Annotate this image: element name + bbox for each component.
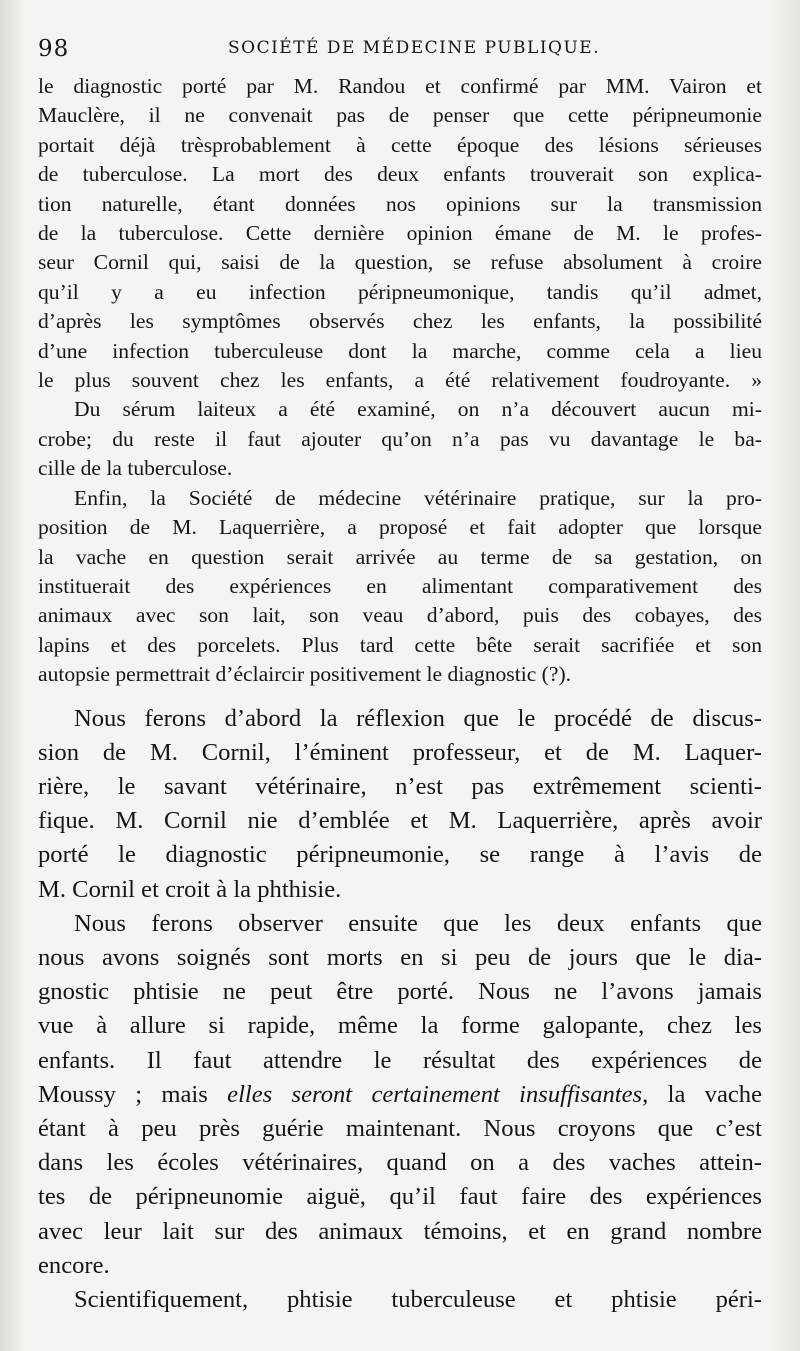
text-line: la vache en question serait arrivée au terme de sa gestation, on — [38, 544, 762, 569]
text-line: sion de M. Cornil, l’éminent professeur, et de M. Laquer- — [38, 738, 762, 766]
text-line: Scientifiquement, phtisie tuberculeuse et phtisie péri- — [74, 1285, 762, 1313]
text-run: la vache — [667, 1080, 763, 1108]
text-line: Nous ferons observer ensuite que les deux enfants que — [74, 909, 762, 937]
section-gap — [38, 690, 762, 702]
text-line: animaux avec son lait, son veau d’abord, puis des cobayes, des — [38, 603, 762, 628]
text-line-mixed — [38, 1078, 762, 1112]
text-line: le diagnostic porté par M. Randou et confirmé par MM. Vairon et — [38, 74, 762, 98]
quoted-report-section — [38, 72, 762, 690]
text-line: dans les écoles vétérinaires, quand on a des vaches attein- — [38, 1149, 762, 1177]
text-line: crobe; du reste il faut ajouter qu’on n’a pas vu davantage le ba- — [38, 426, 762, 451]
text-line: instituerait des expériences en alimentant comparativement des — [38, 573, 762, 598]
text-line: d’une infection tuberculeuse dont la marche, comme cela a lieu — [38, 338, 762, 363]
text-line: autopsie permettrait d’éclaircir positivement le diagnostic (?). — [38, 662, 572, 687]
text-line: Mauclère, il ne convenait pas de penser que cette péripneumonie — [38, 103, 762, 128]
text-line: encore. — [38, 1251, 110, 1279]
text-line: tes de péripneunomie aiguë, qu’il faut faire des expériences — [38, 1183, 762, 1211]
text-line: porté le diagnostic péripneumonie, se range à l’avis de — [38, 841, 762, 869]
running-title: SOCIÉTÉ DE MÉDECINE PUBLIQUE. — [228, 38, 601, 58]
italic-text-run: elles seront certainement insuffisantes, — [227, 1080, 649, 1108]
text-line: Enfin, la Société de médecine vétérinaire pratique, sur la pro- — [74, 485, 762, 510]
text-line: cille de la tuberculose. — [38, 456, 233, 481]
text-line: de la tuberculose. Cette dernière opinion émane de M. le profes- — [38, 221, 762, 246]
text-line: M. Cornil et croit à la phthisie. — [38, 875, 342, 903]
text-line: de tuberculose. La mort des deux enfants trouverait son explica- — [38, 162, 762, 187]
text-line: Du sérum laiteux a été examiné, on n’a découvert aucun mi- — [74, 397, 762, 422]
text-line: position de M. Laquerrière, a proposé et fait adopter que lorsque — [38, 515, 762, 540]
author-commentary-section — [38, 702, 762, 1318]
text-line: avec leur lait sur des animaux témoins, et en grand nombre — [38, 1217, 762, 1245]
text-line: portait déjà trèsprobablement à cette époque des lésions sérieuses — [38, 132, 762, 157]
page-number: 98 — [38, 36, 70, 62]
text-line: gnostic phtisie ne peut être porté. Nous ne l’avons jamais — [38, 978, 762, 1006]
text-run: mais — [161, 1080, 208, 1108]
running-head — [38, 28, 762, 72]
text-line: d’après les symptômes observés chez les enfants, la possibilité — [38, 309, 762, 334]
text-line: fique. M. Cornil nie d’emblée et M. Laquerrière, après avoir — [38, 807, 762, 835]
text-line: tion naturelle, étant données nos opinions sur la transmission — [38, 191, 762, 216]
text-line: rière, le savant vétérinaire, n’est pas extrêmement scienti- — [38, 772, 762, 800]
text-line: vue à allure si rapide, même la forme galopante, chez les — [38, 1012, 762, 1040]
text-line: étant à peu près guérie maintenant. Nous croyons que c’est — [38, 1114, 762, 1142]
text-line: le plus souvent chez les enfants, a été relativement foudroyante. » — [38, 368, 762, 393]
text-run: Moussy ; — [38, 1080, 143, 1108]
text-line: qu’il y a eu infection péripneumonique, tandis qu’il admet, — [38, 279, 762, 304]
text-line: lapins et des porcelets. Plus tard cette bête serait sacrifiée et son — [38, 632, 762, 657]
text-line: seur Cornil qui, saisi de la question, se refuse absolument à croire — [38, 250, 762, 275]
text-line: enfants. Il faut attendre le résultat des expériences de — [38, 1046, 762, 1074]
text-line: Nous ferons d’abord la réflexion que le procédé de discus- — [74, 704, 762, 732]
text-line: nous avons soignés sont morts en si peu de jours que le dia- — [38, 943, 762, 971]
